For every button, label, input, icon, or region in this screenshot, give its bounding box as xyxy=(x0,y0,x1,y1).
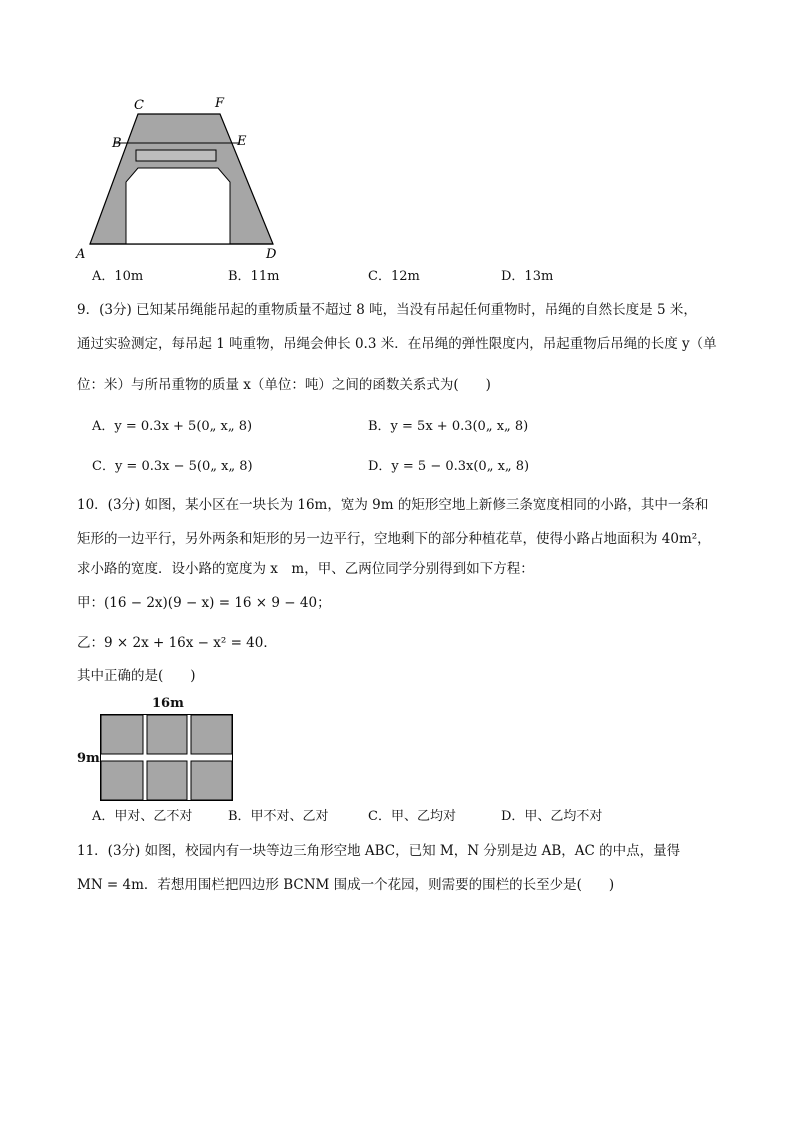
q9-option-c[interactable]: C．y = 0.3x − 5(0„ x„ 8) xyxy=(92,459,253,474)
q11-line-1: 11．(3分) 如图，校园内有一块等边三角形空地 ABC，已知 M，N 分别是边 AB，AC 的中点，量得 xyxy=(77,843,681,859)
q10-option-d[interactable]: D．甲、乙均不对 xyxy=(501,809,603,824)
q10-line-2: 矩形的一边平行，另外两条和矩形的另一边平行，空地剩下的部分种植花草，使得小路占地面积为 40m²， xyxy=(77,531,711,547)
q10-label-height: 9m xyxy=(77,751,100,766)
q9-line-3: 位：米）与所吊重物的质量 x（单位：吨）之间的函数关系式为( ) xyxy=(77,377,491,393)
q9-option-d[interactable]: D．y = 5 − 0.3x(0„ x„ 8) xyxy=(368,459,530,474)
q8-label-f: F xyxy=(215,96,225,111)
q10-line-1: 10．(3分) 如图，某小区在一块长为 16m，宽为 9m 的矩形空地上新修三条宽度相同的小路，其中一条和 xyxy=(77,497,709,513)
q10-rectangle-figure xyxy=(100,714,234,802)
q8-label-d: D xyxy=(266,247,277,262)
q8-option-b[interactable]: B．11m xyxy=(228,269,280,284)
q8-option-d[interactable]: D．13m xyxy=(501,269,554,284)
q8-label-e: E xyxy=(237,134,247,149)
q11-line-2: MN = 4m．若想用围栏把四边形 BCNM 围成一个花园，则需要的围栏的长至少是( ) xyxy=(77,877,615,893)
q8-label-a: A xyxy=(76,247,86,262)
q9-line-1: 9．(3分) 已知某吊绳能吊起的重物质量不超过 8 吨，当没有吊起任何重物时，吊绳的自然长度是 5 米， xyxy=(77,302,697,318)
q10-label-width: 16m xyxy=(152,696,184,711)
q8-trapezoid-figure xyxy=(70,92,300,267)
q10-line-3: 求小路的宽度．设小路的宽度为 x m，甲、乙两位同学分别得到如下方程： xyxy=(77,561,534,577)
q8-option-a[interactable]: A．10m xyxy=(92,269,144,284)
q10-option-b[interactable]: B．甲不对、乙对 xyxy=(228,809,329,824)
q9-option-a[interactable]: A．y = 0.3x + 5(0„ x„ 8) xyxy=(92,419,253,434)
q8-label-c: C xyxy=(134,98,144,113)
q10-equation-jia: 甲：(16 − 2x)(9 − x) = 16 × 9 − 40； xyxy=(77,595,331,611)
q8-option-c[interactable]: C．12m xyxy=(368,269,420,284)
q9-line-2: 通过实验测定，每吊起 1 吨重物，吊绳会伸长 0.3 米．在吊绳的弹性限度内，吊起重物后吊绳的长度 y（单 xyxy=(77,336,717,352)
q8-label-b: B xyxy=(112,136,122,151)
q10-equation-yi: 乙：9 × 2x + 16x − x² = 40． xyxy=(77,635,277,651)
q10-option-a[interactable]: A．甲对、乙不对 xyxy=(92,809,193,824)
q9-option-b[interactable]: B．y = 5x + 0.3(0„ x„ 8) xyxy=(368,419,529,434)
q10-question: 其中正确的是( ) xyxy=(77,668,196,684)
q10-option-c[interactable]: C．甲、乙均对 xyxy=(368,809,456,824)
